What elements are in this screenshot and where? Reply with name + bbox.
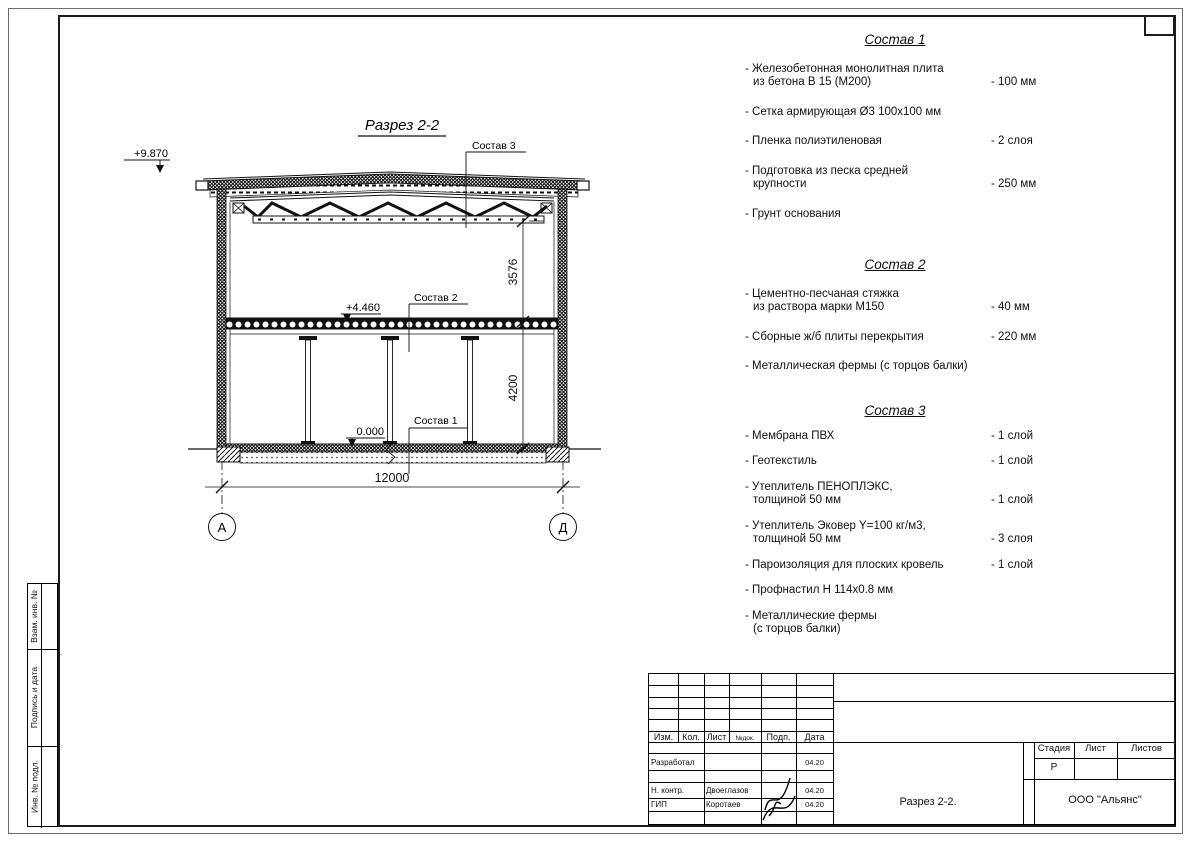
stamp-podpis-data: Подпись и дата	[29, 666, 39, 729]
tb-stage-value: Р	[1050, 762, 1058, 773]
axis-letter-left: А	[217, 520, 227, 535]
column	[299, 336, 317, 444]
truss-diagonals	[244, 203, 547, 217]
floor-slab	[226, 318, 558, 334]
tb-sheet-header: Лист	[1085, 743, 1106, 754]
roof-assembly	[196, 172, 589, 197]
dim-upper-height: 3576	[506, 258, 520, 286]
list-item: - Профнастил Н 114х0.8 мм	[745, 584, 894, 596]
composition-list-3	[745, 404, 1177, 637]
tb-name-ncontrol: Двоеглазов	[706, 786, 749, 795]
list-item: - Пленка полиэтиленовая - 2 слоя	[745, 135, 1033, 147]
list-item: - Подготовка из песка средней крупности - 250 мм	[745, 164, 1037, 190]
list-item: - Цементно-песчаная стяжка из раствора марки М150 - 40 мм	[745, 287, 1030, 313]
dimension-horizontal	[205, 461, 580, 513]
composition-list-1	[745, 33, 1177, 221]
tb-name-gip: Коротаев	[706, 800, 741, 809]
tb-date-gip: 04.20	[805, 800, 824, 809]
tb-role-gip: ГИП	[651, 800, 667, 809]
tb-sheets-header: Листов	[1131, 743, 1162, 754]
stamp-vzam-inv: Взам. инв. №	[29, 590, 39, 643]
elevation-floor-value: 0.000	[356, 426, 384, 438]
margin-stamp-column	[27, 583, 58, 827]
tb-col-list: Лист	[706, 732, 727, 742]
elevation-roof-value: +9.870	[134, 148, 168, 160]
list-item: - Мембрана ПВХ - 1 слой	[745, 429, 1034, 442]
stamp-inv-podl: Инв. № подл.	[29, 760, 40, 813]
callout-sostav1-label: Состав 1	[414, 415, 458, 427]
elevation-roof	[124, 148, 170, 173]
tb-date-ncontrol: 04.20	[805, 786, 824, 795]
tb-col-kol: Кол.	[682, 732, 700, 742]
composition-1-title: Состав 1	[864, 32, 926, 47]
list-item: - Сборные ж/б плиты перекрытия - 220 мм	[745, 330, 1037, 343]
callout-sostav3-label: Состав 3	[472, 140, 516, 152]
elevation-slab-value: +4.460	[346, 302, 380, 314]
tb-col-ndok: №док.	[735, 735, 755, 742]
tb-col-data: Дата	[804, 732, 825, 742]
tb-role-ncontrol: Н. контр.	[651, 786, 685, 795]
roof-end-cap-right	[577, 181, 589, 190]
axis-markers	[209, 514, 577, 541]
foundation-left	[217, 447, 240, 462]
callout-sostav2-label: Состав 2	[414, 292, 458, 304]
wall-right	[558, 189, 567, 452]
list-item: - Утеплитель ПЕНОПЛЭКС, толщиной 50 мм - 1 слой	[745, 480, 1034, 506]
tb-role-developed: Разработал	[651, 758, 695, 767]
drawing-title-text: Разрез 2-2	[364, 117, 440, 134]
list-item: - Сетка армирующая Ø3 100х100 мм	[745, 105, 942, 118]
list-item: - Железобетонная монолитная плита из бетона В 15 (М200) - 100 мм	[745, 62, 1037, 88]
ground-floor	[188, 444, 601, 464]
tb-doc-name: Разрез 2-2.	[899, 796, 957, 808]
tb-col-izm: Изм.	[653, 732, 674, 742]
composition-3-title: Состав 3	[864, 403, 926, 418]
wall-left	[217, 189, 226, 452]
dim-lower-height: 4200	[506, 374, 520, 402]
list-item: - Грунт основания	[745, 207, 841, 220]
list-item: - Металлические фермы (с торцов балки)	[745, 609, 877, 635]
title-block	[648, 673, 1176, 825]
tb-date-developed: 04.20	[805, 758, 824, 767]
list-item: - Утеплитель Эковер Y=100 кг/м3, толщиной 50 мм - 3 слоя	[745, 519, 1033, 545]
foundation-right	[546, 447, 569, 462]
axis-letter-right: Д	[558, 520, 568, 535]
list-item: - Пароизоляция для плоских кровель - 1 слой	[745, 558, 1034, 571]
list-item: - Геотекстиль - 1 слой	[745, 455, 1034, 467]
roof-truss	[230, 192, 554, 223]
composition-2-title: Состав 2	[864, 257, 926, 272]
tb-stage-header: Стадия	[1037, 743, 1071, 754]
roof-end-cap-left	[196, 181, 208, 190]
signature-scribble	[761, 768, 797, 824]
tb-col-podp: Подп.	[766, 732, 791, 742]
dimension-vertical	[506, 216, 544, 454]
list-item: - Металлическая фермы (с торцов балки)	[745, 360, 968, 372]
composition-list-2	[745, 258, 1177, 374]
tb-company: ООО "Альянс"	[1068, 794, 1142, 806]
dim-span: 12000	[374, 471, 410, 485]
drawing-title	[358, 117, 446, 136]
